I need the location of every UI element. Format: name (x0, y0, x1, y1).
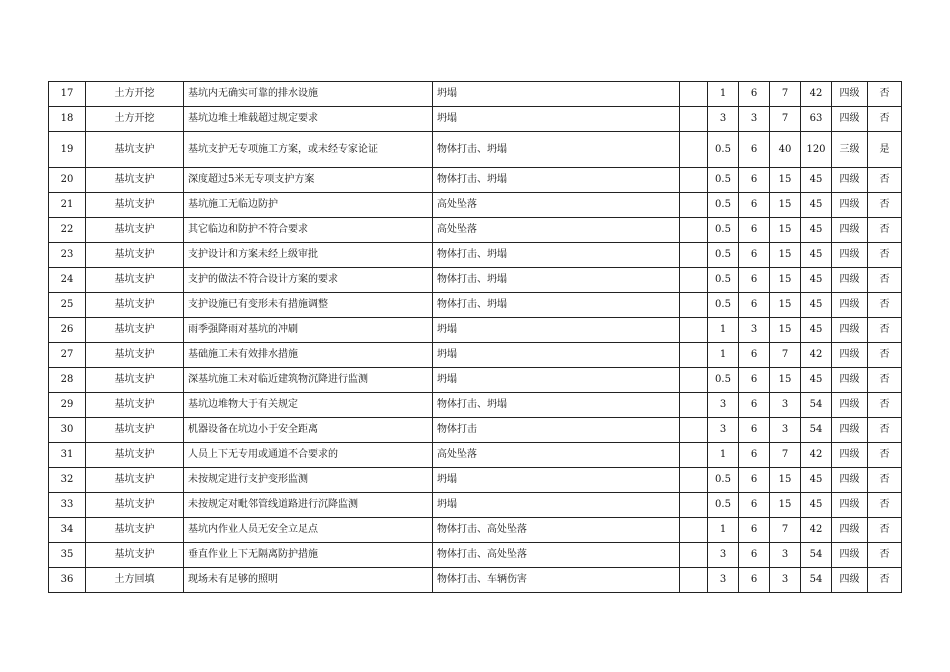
row-number: 26 (49, 318, 86, 343)
table-row (49, 193, 902, 218)
risk-level: 四级 (832, 393, 868, 418)
hazard-description: 基坑施工无临边防护 (184, 193, 433, 218)
blank-cell (680, 468, 708, 493)
exposure-value: 6 (739, 443, 770, 468)
likelihood-value: 0.5 (708, 243, 739, 268)
risk-score: 45 (801, 368, 832, 393)
risk-score: 45 (801, 318, 832, 343)
table-row (49, 543, 902, 568)
accident-type: 坍塌 (433, 343, 680, 368)
consequence-value: 40 (770, 132, 801, 168)
major-hazard-flag: 否 (868, 168, 902, 193)
likelihood-value: 3 (708, 418, 739, 443)
row-number: 27 (49, 343, 86, 368)
risk-level: 四级 (832, 468, 868, 493)
major-hazard-flag: 否 (868, 243, 902, 268)
risk-score: 63 (801, 107, 832, 132)
risk-level: 四级 (832, 82, 868, 107)
work-process: 基坑支护 (86, 193, 184, 218)
risk-level: 四级 (832, 343, 868, 368)
blank-cell (680, 543, 708, 568)
likelihood-value: 1 (708, 343, 739, 368)
consequence-value: 15 (770, 193, 801, 218)
table-row (49, 468, 902, 493)
row-number: 34 (49, 518, 86, 543)
exposure-value: 6 (739, 243, 770, 268)
major-hazard-flag: 否 (868, 418, 902, 443)
table-row (49, 418, 902, 443)
table-row (49, 268, 902, 293)
exposure-value: 6 (739, 568, 770, 593)
table-row (49, 343, 902, 368)
consequence-value: 15 (770, 493, 801, 518)
table-row (49, 107, 902, 132)
hazard-description: 其它临边和防护不符合要求 (184, 218, 433, 243)
blank-cell (680, 418, 708, 443)
likelihood-value: 1 (708, 318, 739, 343)
likelihood-value: 0.5 (708, 468, 739, 493)
work-process: 土方开挖 (86, 82, 184, 107)
exposure-value: 6 (739, 293, 770, 318)
accident-type: 物体打击、高处坠落 (433, 518, 680, 543)
row-number: 24 (49, 268, 86, 293)
consequence-value: 7 (770, 343, 801, 368)
work-process: 基坑支护 (86, 132, 184, 168)
risk-score: 54 (801, 568, 832, 593)
exposure-value: 3 (739, 318, 770, 343)
risk-score: 120 (801, 132, 832, 168)
risk-score: 54 (801, 393, 832, 418)
risk-level: 四级 (832, 443, 868, 468)
work-process: 基坑支护 (86, 243, 184, 268)
risk-score: 45 (801, 168, 832, 193)
likelihood-value: 3 (708, 393, 739, 418)
row-number: 21 (49, 193, 86, 218)
risk-level: 四级 (832, 568, 868, 593)
row-number: 20 (49, 168, 86, 193)
major-hazard-flag: 否 (868, 107, 902, 132)
row-number: 18 (49, 107, 86, 132)
accident-type: 高处坠落 (433, 218, 680, 243)
blank-cell (680, 293, 708, 318)
row-number: 23 (49, 243, 86, 268)
accident-type: 坍塌 (433, 107, 680, 132)
table-row (49, 318, 902, 343)
hazard-description: 机器设备在坑边小于安全距离 (184, 418, 433, 443)
major-hazard-flag: 否 (868, 293, 902, 318)
hazard-description: 未按规定对毗邻管线道路进行沉降监测 (184, 493, 433, 518)
risk-level: 四级 (832, 418, 868, 443)
accident-type: 物体打击、坍塌 (433, 393, 680, 418)
hazard-description: 支护设施已有变形未有措施调整 (184, 293, 433, 318)
work-process: 基坑支护 (86, 318, 184, 343)
consequence-value: 7 (770, 443, 801, 468)
accident-type: 物体打击、车辆伤害 (433, 568, 680, 593)
likelihood-value: 0.5 (708, 368, 739, 393)
major-hazard-flag: 否 (868, 493, 902, 518)
exposure-value: 6 (739, 168, 770, 193)
table-row (49, 132, 902, 168)
risk-table-body (49, 82, 902, 593)
risk-score: 45 (801, 218, 832, 243)
hazard-description: 现场未有足够的照明 (184, 568, 433, 593)
risk-level: 四级 (832, 293, 868, 318)
hazard-description: 支护的做法不符合设计方案的要求 (184, 268, 433, 293)
likelihood-value: 1 (708, 443, 739, 468)
major-hazard-flag: 否 (868, 518, 902, 543)
likelihood-value: 0.5 (708, 493, 739, 518)
consequence-value: 3 (770, 418, 801, 443)
row-number: 33 (49, 493, 86, 518)
table-row (49, 393, 902, 418)
major-hazard-flag: 否 (868, 268, 902, 293)
exposure-value: 6 (739, 82, 770, 107)
major-hazard-flag: 否 (868, 568, 902, 593)
blank-cell (680, 107, 708, 132)
blank-cell (680, 218, 708, 243)
work-process: 基坑支护 (86, 443, 184, 468)
table-row (49, 568, 902, 593)
risk-score: 45 (801, 193, 832, 218)
blank-cell (680, 368, 708, 393)
accident-type: 物体打击 (433, 418, 680, 443)
blank-cell (680, 193, 708, 218)
hazard-description: 垂直作业上下无隔离防护措施 (184, 543, 433, 568)
likelihood-value: 3 (708, 543, 739, 568)
table-row (49, 443, 902, 468)
row-number: 35 (49, 543, 86, 568)
major-hazard-flag: 否 (868, 393, 902, 418)
risk-score: 54 (801, 543, 832, 568)
row-number: 17 (49, 82, 86, 107)
blank-cell (680, 568, 708, 593)
table-row (49, 168, 902, 193)
accident-type: 高处坠落 (433, 193, 680, 218)
risk-level: 三级 (832, 132, 868, 168)
accident-type: 高处坠落 (433, 443, 680, 468)
hazard-description: 基坑支护无专项施工方案，或未经专家论证 (184, 132, 433, 168)
exposure-value: 6 (739, 543, 770, 568)
likelihood-value: 0.5 (708, 168, 739, 193)
consequence-value: 3 (770, 568, 801, 593)
risk-score: 45 (801, 468, 832, 493)
risk-score: 45 (801, 493, 832, 518)
major-hazard-flag: 否 (868, 343, 902, 368)
hazard-description: 基坑边堆土堆载超过规定要求 (184, 107, 433, 132)
table-row (49, 493, 902, 518)
likelihood-value: 0.5 (708, 193, 739, 218)
exposure-value: 6 (739, 493, 770, 518)
major-hazard-flag: 是 (868, 132, 902, 168)
major-hazard-flag: 否 (868, 218, 902, 243)
risk-score: 54 (801, 418, 832, 443)
risk-score: 42 (801, 518, 832, 543)
row-number: 28 (49, 368, 86, 393)
major-hazard-flag: 否 (868, 468, 902, 493)
likelihood-value: 0.5 (708, 293, 739, 318)
likelihood-value: 0.5 (708, 268, 739, 293)
work-process: 基坑支护 (86, 268, 184, 293)
major-hazard-flag: 否 (868, 543, 902, 568)
blank-cell (680, 518, 708, 543)
work-process: 基坑支护 (86, 393, 184, 418)
hazard-description: 基础施工未有效排水措施 (184, 343, 433, 368)
consequence-value: 3 (770, 543, 801, 568)
likelihood-value: 0.5 (708, 218, 739, 243)
risk-level: 四级 (832, 193, 868, 218)
risk-level: 四级 (832, 243, 868, 268)
risk-score: 45 (801, 243, 832, 268)
accident-type: 坍塌 (433, 318, 680, 343)
consequence-value: 15 (770, 168, 801, 193)
risk-level: 四级 (832, 268, 868, 293)
work-process: 基坑支护 (86, 293, 184, 318)
exposure-value: 6 (739, 268, 770, 293)
major-hazard-flag: 否 (868, 368, 902, 393)
accident-type: 物体打击、坍塌 (433, 243, 680, 268)
row-number: 29 (49, 393, 86, 418)
exposure-value: 3 (739, 107, 770, 132)
blank-cell (680, 318, 708, 343)
blank-cell (680, 132, 708, 168)
consequence-value: 15 (770, 468, 801, 493)
table-row (49, 518, 902, 543)
risk-level: 四级 (832, 168, 868, 193)
risk-score: 45 (801, 268, 832, 293)
row-number: 31 (49, 443, 86, 468)
risk-score: 42 (801, 443, 832, 468)
accident-type: 物体打击、坍塌 (433, 132, 680, 168)
table-row (49, 293, 902, 318)
consequence-value: 7 (770, 518, 801, 543)
major-hazard-flag: 否 (868, 318, 902, 343)
risk-level: 四级 (832, 493, 868, 518)
risk-level: 四级 (832, 518, 868, 543)
consequence-value: 7 (770, 107, 801, 132)
accident-type: 物体打击、坍塌 (433, 168, 680, 193)
blank-cell (680, 343, 708, 368)
blank-cell (680, 493, 708, 518)
row-number: 19 (49, 132, 86, 168)
exposure-value: 6 (739, 468, 770, 493)
hazard-description: 未按规定进行支护变形监测 (184, 468, 433, 493)
exposure-value: 6 (739, 132, 770, 168)
consequence-value: 15 (770, 268, 801, 293)
blank-cell (680, 168, 708, 193)
blank-cell (680, 268, 708, 293)
major-hazard-flag: 否 (868, 443, 902, 468)
exposure-value: 6 (739, 393, 770, 418)
exposure-value: 6 (739, 418, 770, 443)
accident-type: 坍塌 (433, 368, 680, 393)
likelihood-value: 1 (708, 518, 739, 543)
table-row (49, 82, 902, 107)
row-number: 36 (49, 568, 86, 593)
consequence-value: 7 (770, 82, 801, 107)
row-number: 22 (49, 218, 86, 243)
accident-type: 坍塌 (433, 468, 680, 493)
exposure-value: 6 (739, 343, 770, 368)
risk-level: 四级 (832, 107, 868, 132)
accident-type: 物体打击、坍塌 (433, 268, 680, 293)
work-process: 基坑支护 (86, 518, 184, 543)
row-number: 30 (49, 418, 86, 443)
consequence-value: 15 (770, 218, 801, 243)
work-process: 基坑支护 (86, 493, 184, 518)
hazard-description: 基坑内无确实可靠的排水设施 (184, 82, 433, 107)
hazard-description: 基坑内作业人员无安全立足点 (184, 518, 433, 543)
blank-cell (680, 443, 708, 468)
consequence-value: 3 (770, 393, 801, 418)
consequence-value: 15 (770, 368, 801, 393)
risk-score: 42 (801, 82, 832, 107)
hazard-description: 深度超过5米无专项支护方案 (184, 168, 433, 193)
row-number: 32 (49, 468, 86, 493)
work-process: 基坑支护 (86, 218, 184, 243)
table-row (49, 368, 902, 393)
table-row (49, 218, 902, 243)
work-process: 基坑支护 (86, 368, 184, 393)
hazard-description: 基坑边堆物大于有关规定 (184, 393, 433, 418)
exposure-value: 6 (739, 518, 770, 543)
accident-type: 物体打击、高处坠落 (433, 543, 680, 568)
consequence-value: 15 (770, 243, 801, 268)
hazard-description: 人员上下无专用或通道不合要求的 (184, 443, 433, 468)
blank-cell (680, 243, 708, 268)
exposure-value: 6 (739, 193, 770, 218)
hazard-description: 支护设计和方案未经上级审批 (184, 243, 433, 268)
hazard-description: 雨季强降雨对基坑的冲刷 (184, 318, 433, 343)
risk-level: 四级 (832, 543, 868, 568)
risk-level: 四级 (832, 368, 868, 393)
work-process: 基坑支护 (86, 468, 184, 493)
work-process: 基坑支护 (86, 168, 184, 193)
blank-cell (680, 393, 708, 418)
blank-cell (680, 82, 708, 107)
likelihood-value: 3 (708, 107, 739, 132)
consequence-value: 15 (770, 293, 801, 318)
likelihood-value: 0.5 (708, 132, 739, 168)
work-process: 基坑支护 (86, 418, 184, 443)
work-process: 基坑支护 (86, 543, 184, 568)
likelihood-value: 1 (708, 82, 739, 107)
exposure-value: 6 (739, 368, 770, 393)
work-process: 基坑支护 (86, 343, 184, 368)
risk-level: 四级 (832, 318, 868, 343)
work-process: 土方回填 (86, 568, 184, 593)
consequence-value: 15 (770, 318, 801, 343)
major-hazard-flag: 否 (868, 193, 902, 218)
likelihood-value: 3 (708, 568, 739, 593)
accident-type: 坍塌 (433, 493, 680, 518)
accident-type: 坍塌 (433, 82, 680, 107)
row-number: 25 (49, 293, 86, 318)
table-row (49, 243, 902, 268)
exposure-value: 6 (739, 218, 770, 243)
risk-level: 四级 (832, 218, 868, 243)
risk-assessment-table (48, 81, 902, 593)
risk-score: 42 (801, 343, 832, 368)
risk-score: 45 (801, 293, 832, 318)
accident-type: 物体打击、坍塌 (433, 293, 680, 318)
work-process: 土方开挖 (86, 107, 184, 132)
hazard-description: 深基坑施工未对临近建筑物沉降进行监测 (184, 368, 433, 393)
major-hazard-flag: 否 (868, 82, 902, 107)
